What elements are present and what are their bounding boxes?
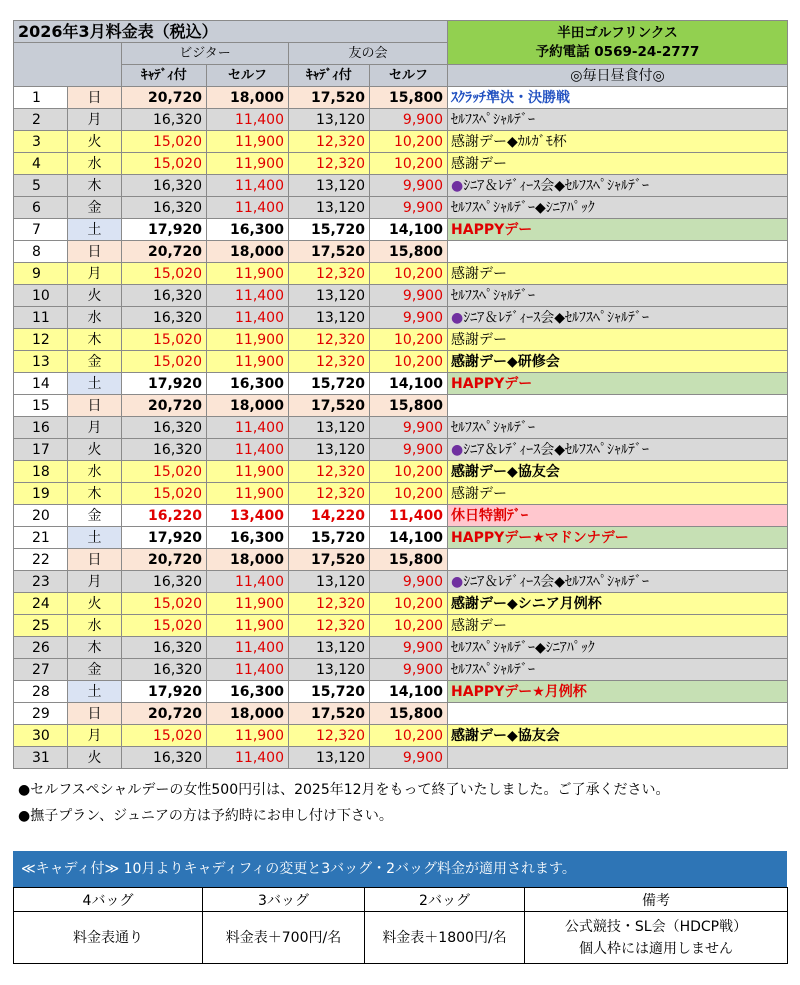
event-note-text: ｼﾆｱ＆ﾚﾃﾞｨｰｽ会◆ｾﾙﾌｽﾍﾟｼｬﾙﾃﾞｰ (463, 309, 650, 326)
member-self-price: 14,100 (370, 681, 448, 703)
visitor-self-price: 11,900 (207, 593, 289, 615)
member-caddie-price: 13,120 (289, 439, 370, 461)
member-self-price: 10,200 (370, 351, 448, 373)
event-note: 感謝デー (448, 483, 788, 505)
weekday-cell: 土 (68, 219, 122, 241)
member-caddie-price: 12,320 (289, 351, 370, 373)
weekday-cell: 月 (68, 109, 122, 131)
member-caddie-price: 13,120 (289, 197, 370, 219)
visitor-caddie-price: 16,320 (122, 637, 207, 659)
event-note (448, 241, 788, 263)
member-caddie-price: 13,120 (289, 659, 370, 681)
visitor-self-price: 11,400 (207, 307, 289, 329)
visitor-caddie-price: 20,720 (122, 87, 207, 109)
weekday-cell: 月 (68, 725, 122, 747)
member-caddie-price: 15,720 (289, 527, 370, 549)
member-self-price: 9,900 (370, 175, 448, 197)
member-self-price: 9,900 (370, 307, 448, 329)
weekday-cell: 土 (68, 681, 122, 703)
member-self-price: 9,900 (370, 109, 448, 131)
table-row (14, 153, 788, 175)
table-row (14, 197, 788, 219)
visitor-self-price: 11,400 (207, 197, 289, 219)
member-self-price: 15,800 (370, 703, 448, 725)
day-cell: 21 (14, 527, 68, 549)
table-row (14, 373, 788, 395)
weekday-cell: 火 (68, 285, 122, 307)
event-note (448, 439, 788, 461)
weekday-cell: 金 (68, 659, 122, 681)
member-self-price: 10,200 (370, 131, 448, 153)
table-row (14, 527, 788, 549)
member-caddie-price: 12,320 (289, 329, 370, 351)
notice-junior-plan: ●撫子プラン、ジュニアの方は予約時にお申し付け下さい。 (18, 808, 393, 824)
event-note (448, 549, 788, 571)
event-note: HAPPYデー (448, 373, 788, 395)
weekday-cell: 金 (68, 505, 122, 527)
weekday-cell: 火 (68, 131, 122, 153)
day-cell: 15 (14, 395, 68, 417)
weekday-cell: 火 (68, 747, 122, 769)
table-row (14, 505, 788, 527)
day-cell: 9 (14, 263, 68, 285)
table-row (14, 439, 788, 461)
member-caddie-price: 12,320 (289, 725, 370, 747)
visitor-self-price: 11,400 (207, 659, 289, 681)
event-dot-icon: ● (451, 177, 464, 194)
weekday-cell: 金 (68, 351, 122, 373)
member-caddie-header: ｷｬﾃﾞｨ付 (289, 65, 370, 87)
table-row (14, 175, 788, 197)
event-note (448, 703, 788, 725)
table-title: 2026年3月料金表（税込） (14, 21, 448, 43)
member-caddie-price: 13,120 (289, 571, 370, 593)
weekday-cell: 日 (68, 395, 122, 417)
member-caddie-price: 15,720 (289, 219, 370, 241)
member-self-price: 11,400 (370, 505, 448, 527)
event-note: HAPPYデー★マドンナデー (448, 527, 788, 549)
visitor-self-price: 11,400 (207, 571, 289, 593)
member-caddie-price: 13,120 (289, 747, 370, 769)
visitor-caddie-price: 20,720 (122, 703, 207, 725)
day-cell: 26 (14, 637, 68, 659)
visitor-self-price: 11,900 (207, 131, 289, 153)
visitor-self-price: 11,400 (207, 109, 289, 131)
member-self-price: 15,800 (370, 87, 448, 109)
shop-info (448, 21, 788, 65)
caddie-banner: ≪キャディ付≫ 10月よりキャディフィの変更と3バッグ・2バッグ料金が適用されます。 (13, 851, 787, 887)
visitor-caddie-price: 16,320 (122, 659, 207, 681)
day-cell: 30 (14, 725, 68, 747)
visitor-caddie-price: 17,920 (122, 219, 207, 241)
table-row (14, 109, 788, 131)
member-self-price: 14,100 (370, 219, 448, 241)
member-self-price: 9,900 (370, 285, 448, 307)
weekday-cell: 木 (68, 637, 122, 659)
member-caddie-price: 12,320 (289, 153, 370, 175)
table-row (14, 615, 788, 637)
member-caddie-price: 17,520 (289, 241, 370, 263)
weekday-cell: 水 (68, 153, 122, 175)
table-row (14, 329, 788, 351)
visitor-caddie-price: 17,920 (122, 373, 207, 395)
visitor-caddie-price: 16,320 (122, 747, 207, 769)
event-note: ｾﾙﾌｽﾍﾟｼｬﾙﾃﾞｰ (448, 285, 788, 307)
member-caddie-price: 12,320 (289, 483, 370, 505)
notice-women-discount: ●セルフスペシャルデーの女性500円引は、2025年12月をもって終了いたしました。ご了承ください。 (18, 782, 670, 798)
header-blank (14, 43, 122, 87)
event-note: 感謝デー◆協友会 (448, 725, 788, 747)
visitor-self-price: 18,000 (207, 241, 289, 263)
visitor-self-price: 11,900 (207, 725, 289, 747)
member-self-price: 15,800 (370, 549, 448, 571)
weekday-cell: 火 (68, 593, 122, 615)
table-row (14, 637, 788, 659)
visitor-caddie-price: 15,020 (122, 615, 207, 637)
visitor-caddie-price: 15,020 (122, 593, 207, 615)
visitor-self-price: 11,900 (207, 329, 289, 351)
member-caddie-price: 15,720 (289, 681, 370, 703)
visitor-caddie-price: 15,020 (122, 461, 207, 483)
fee-header-remarks: 備考 (525, 888, 788, 912)
member-caddie-price: 12,320 (289, 131, 370, 153)
visitor-self-price: 11,900 (207, 263, 289, 285)
table-row (14, 263, 788, 285)
weekday-cell: 月 (68, 263, 122, 285)
day-cell: 23 (14, 571, 68, 593)
fee-header-3bag: 3バッグ (203, 888, 365, 912)
member-self-price: 9,900 (370, 197, 448, 219)
shop-phone: 予約電話 0569-24-2777 (535, 43, 700, 60)
visitor-caddie-price: 15,020 (122, 153, 207, 175)
lunch-banner: ◎毎日昼食付◎ (448, 65, 788, 87)
event-note (448, 175, 788, 197)
visitor-caddie-price: 20,720 (122, 549, 207, 571)
event-note: 感謝デー◆ｶﾙｶﾞﾓ杯 (448, 131, 788, 153)
event-note: ｾﾙﾌｽﾍﾟｼｬﾙﾃﾞｰ (448, 109, 788, 131)
weekday-cell: 水 (68, 461, 122, 483)
table-row (14, 395, 788, 417)
event-dot-icon: ● (451, 309, 464, 326)
fee-remarks-line1: 公式競技・SL会（HDCP戦） (564, 918, 748, 935)
visitor-self-price: 11,900 (207, 615, 289, 637)
visitor-caddie-price: 16,320 (122, 175, 207, 197)
day-cell: 18 (14, 461, 68, 483)
visitor-caddie-price: 16,320 (122, 307, 207, 329)
visitor-caddie-price: 16,320 (122, 439, 207, 461)
weekday-cell: 日 (68, 549, 122, 571)
event-note: 感謝デー (448, 329, 788, 351)
visitor-self-price: 18,000 (207, 703, 289, 725)
member-self-price: 10,200 (370, 263, 448, 285)
member-header: 友の会 (289, 43, 448, 65)
table-row (14, 593, 788, 615)
visitor-self-price: 11,900 (207, 351, 289, 373)
visitor-self-price: 18,000 (207, 87, 289, 109)
event-dot-icon: ● (451, 441, 464, 458)
table-row (14, 307, 788, 329)
weekday-cell: 日 (68, 87, 122, 109)
event-note: 感謝デー (448, 615, 788, 637)
day-cell: 11 (14, 307, 68, 329)
day-cell: 20 (14, 505, 68, 527)
shop-name: 半田ゴルフリンクス (557, 24, 678, 41)
day-cell: 17 (14, 439, 68, 461)
event-note-text: ｼﾆｱ＆ﾚﾃﾞｨｰｽ会◆ｾﾙﾌｽﾍﾟｼｬﾙﾃﾞｰ (463, 441, 650, 458)
event-note: 感謝デー◆シニア月例杯 (448, 593, 788, 615)
event-note: ｾﾙﾌｽﾍﾟｼｬﾙﾃﾞｰ◆ｼﾆｱﾊﾟｯｸ (448, 637, 788, 659)
visitor-caddie-price: 17,920 (122, 527, 207, 549)
table-row (14, 285, 788, 307)
event-note: ｽｸﾗｯﾁ準決・決勝戦 (448, 87, 788, 109)
visitor-self-price: 11,400 (207, 637, 289, 659)
table-row (14, 483, 788, 505)
visitor-caddie-price: 16,320 (122, 197, 207, 219)
table-row (14, 703, 788, 725)
member-caddie-price: 12,320 (289, 615, 370, 637)
visitor-self-price: 16,300 (207, 219, 289, 241)
member-self-header: セルフ (370, 65, 448, 87)
table-row (14, 659, 788, 681)
day-cell: 8 (14, 241, 68, 263)
visitor-caddie-price: 16,320 (122, 417, 207, 439)
member-caddie-price: 13,120 (289, 285, 370, 307)
fee-value-4bag: 料金表通り (14, 912, 203, 964)
day-cell: 24 (14, 593, 68, 615)
visitor-self-price: 18,000 (207, 395, 289, 417)
table-row (14, 461, 788, 483)
day-cell: 29 (14, 703, 68, 725)
event-note-text: ｼﾆｱ＆ﾚﾃﾞｨｰｽ会◆ｾﾙﾌｽﾍﾟｼｬﾙﾃﾞｰ (463, 573, 650, 590)
member-self-price: 14,100 (370, 527, 448, 549)
member-self-price: 14,100 (370, 373, 448, 395)
event-note: HAPPYデー★月例杯 (448, 681, 788, 703)
visitor-self-price: 11,400 (207, 747, 289, 769)
visitor-caddie-price: 15,020 (122, 263, 207, 285)
day-cell: 10 (14, 285, 68, 307)
member-caddie-price: 12,320 (289, 263, 370, 285)
event-note: 感謝デー (448, 153, 788, 175)
member-caddie-price: 17,520 (289, 703, 370, 725)
visitor-self-header: セルフ (207, 65, 289, 87)
day-cell: 1 (14, 87, 68, 109)
visitor-caddie-price: 20,720 (122, 395, 207, 417)
event-note: HAPPYデー (448, 219, 788, 241)
member-caddie-price: 14,220 (289, 505, 370, 527)
visitor-caddie-price: 20,720 (122, 241, 207, 263)
weekday-cell: 木 (68, 483, 122, 505)
table-row (14, 747, 788, 769)
visitor-self-price: 11,900 (207, 483, 289, 505)
member-self-price: 9,900 (370, 439, 448, 461)
weekday-cell: 火 (68, 439, 122, 461)
visitor-self-price: 11,400 (207, 439, 289, 461)
weekday-cell: 水 (68, 307, 122, 329)
table-row (14, 87, 788, 109)
member-self-price: 10,200 (370, 593, 448, 615)
day-cell: 3 (14, 131, 68, 153)
day-cell: 13 (14, 351, 68, 373)
weekday-cell: 木 (68, 329, 122, 351)
visitor-self-price: 11,400 (207, 417, 289, 439)
member-caddie-price: 13,120 (289, 175, 370, 197)
member-self-price: 10,200 (370, 153, 448, 175)
weekday-cell: 月 (68, 417, 122, 439)
weekday-cell: 金 (68, 197, 122, 219)
visitor-self-price: 16,300 (207, 527, 289, 549)
visitor-caddie-price: 16,320 (122, 571, 207, 593)
member-self-price: 9,900 (370, 637, 448, 659)
event-note: 休日特割ﾃﾞｰ (448, 505, 788, 527)
member-caddie-price: 13,120 (289, 637, 370, 659)
day-cell: 16 (14, 417, 68, 439)
visitor-self-price: 11,400 (207, 285, 289, 307)
fee-header-4bag: 4バッグ (14, 888, 203, 912)
member-caddie-price: 13,120 (289, 307, 370, 329)
day-cell: 12 (14, 329, 68, 351)
day-cell: 2 (14, 109, 68, 131)
member-caddie-price: 12,320 (289, 593, 370, 615)
table-row (14, 241, 788, 263)
visitor-self-price: 11,400 (207, 175, 289, 197)
day-cell: 14 (14, 373, 68, 395)
day-cell: 5 (14, 175, 68, 197)
member-self-price: 15,800 (370, 241, 448, 263)
event-note (448, 571, 788, 593)
caddie-fee-table (13, 887, 788, 964)
weekday-cell: 日 (68, 241, 122, 263)
event-note: ｾﾙﾌｽﾍﾟｼｬﾙﾃﾞｰ (448, 659, 788, 681)
visitor-caddie-header: ｷｬﾃﾞｨ付 (122, 65, 207, 87)
visitor-self-price: 18,000 (207, 549, 289, 571)
weekday-cell: 木 (68, 175, 122, 197)
member-caddie-price: 15,720 (289, 373, 370, 395)
day-cell: 7 (14, 219, 68, 241)
event-note: 感謝デー (448, 263, 788, 285)
visitor-self-price: 13,400 (207, 505, 289, 527)
event-note (448, 307, 788, 329)
member-caddie-price: 17,520 (289, 87, 370, 109)
visitor-caddie-price: 17,920 (122, 681, 207, 703)
table-row (14, 219, 788, 241)
member-self-price: 9,900 (370, 747, 448, 769)
member-self-price: 10,200 (370, 615, 448, 637)
weekday-cell: 日 (68, 703, 122, 725)
day-cell: 27 (14, 659, 68, 681)
table-row (14, 351, 788, 373)
weekday-cell: 土 (68, 373, 122, 395)
table-row (14, 131, 788, 153)
visitor-caddie-price: 15,020 (122, 329, 207, 351)
table-row (14, 549, 788, 571)
member-caddie-price: 17,520 (289, 395, 370, 417)
visitor-self-price: 11,900 (207, 461, 289, 483)
day-cell: 6 (14, 197, 68, 219)
member-caddie-price: 13,120 (289, 109, 370, 131)
fee-value-2bag: 料金表＋1800円/名 (365, 912, 525, 964)
member-self-price: 10,200 (370, 725, 448, 747)
visitor-caddie-price: 15,020 (122, 131, 207, 153)
table-row (14, 571, 788, 593)
member-self-price: 10,200 (370, 461, 448, 483)
fee-header-2bag: 2バッグ (365, 888, 525, 912)
day-cell: 19 (14, 483, 68, 505)
visitor-self-price: 16,300 (207, 681, 289, 703)
visitor-self-price: 16,300 (207, 373, 289, 395)
event-dot-icon: ● (451, 573, 464, 590)
visitor-caddie-price: 16,320 (122, 109, 207, 131)
weekday-cell: 月 (68, 571, 122, 593)
day-cell: 25 (14, 615, 68, 637)
table-row (14, 725, 788, 747)
day-cell: 4 (14, 153, 68, 175)
visitor-caddie-price: 15,020 (122, 483, 207, 505)
visitor-caddie-price: 16,320 (122, 285, 207, 307)
table-row (14, 681, 788, 703)
event-note-text: ｼﾆｱ＆ﾚﾃﾞｨｰｽ会◆ｾﾙﾌｽﾍﾟｼｬﾙﾃﾞｰ (463, 177, 650, 194)
visitor-caddie-price: 15,020 (122, 351, 207, 373)
visitor-caddie-price: 15,020 (122, 725, 207, 747)
visitor-header: ビジター (122, 43, 289, 65)
member-self-price: 10,200 (370, 329, 448, 351)
fee-value-3bag: 料金表＋700円/名 (203, 912, 365, 964)
weekday-cell: 土 (68, 527, 122, 549)
event-note: 感謝デー◆研修会 (448, 351, 788, 373)
member-self-price: 15,800 (370, 395, 448, 417)
member-caddie-price: 12,320 (289, 461, 370, 483)
table-row (14, 417, 788, 439)
event-note (448, 747, 788, 769)
visitor-caddie-price: 16,220 (122, 505, 207, 527)
event-note: ｾﾙﾌｽﾍﾟｼｬﾙﾃﾞｰ◆ｼﾆｱﾊﾟｯｸ (448, 197, 788, 219)
day-cell: 28 (14, 681, 68, 703)
event-note (448, 395, 788, 417)
fee-remarks (525, 912, 788, 964)
day-cell: 22 (14, 549, 68, 571)
member-caddie-price: 13,120 (289, 417, 370, 439)
member-self-price: 10,200 (370, 483, 448, 505)
member-caddie-price: 17,520 (289, 549, 370, 571)
fee-remarks-line2: 個人枠には適用しません (579, 940, 733, 957)
member-self-price: 9,900 (370, 417, 448, 439)
visitor-self-price: 11,900 (207, 153, 289, 175)
member-self-price: 9,900 (370, 571, 448, 593)
day-cell: 31 (14, 747, 68, 769)
price-table (13, 20, 788, 769)
event-note: ｾﾙﾌｽﾍﾟｼｬﾙﾃﾞｰ (448, 417, 788, 439)
event-note: 感謝デー◆協友会 (448, 461, 788, 483)
member-self-price: 9,900 (370, 659, 448, 681)
weekday-cell: 水 (68, 615, 122, 637)
